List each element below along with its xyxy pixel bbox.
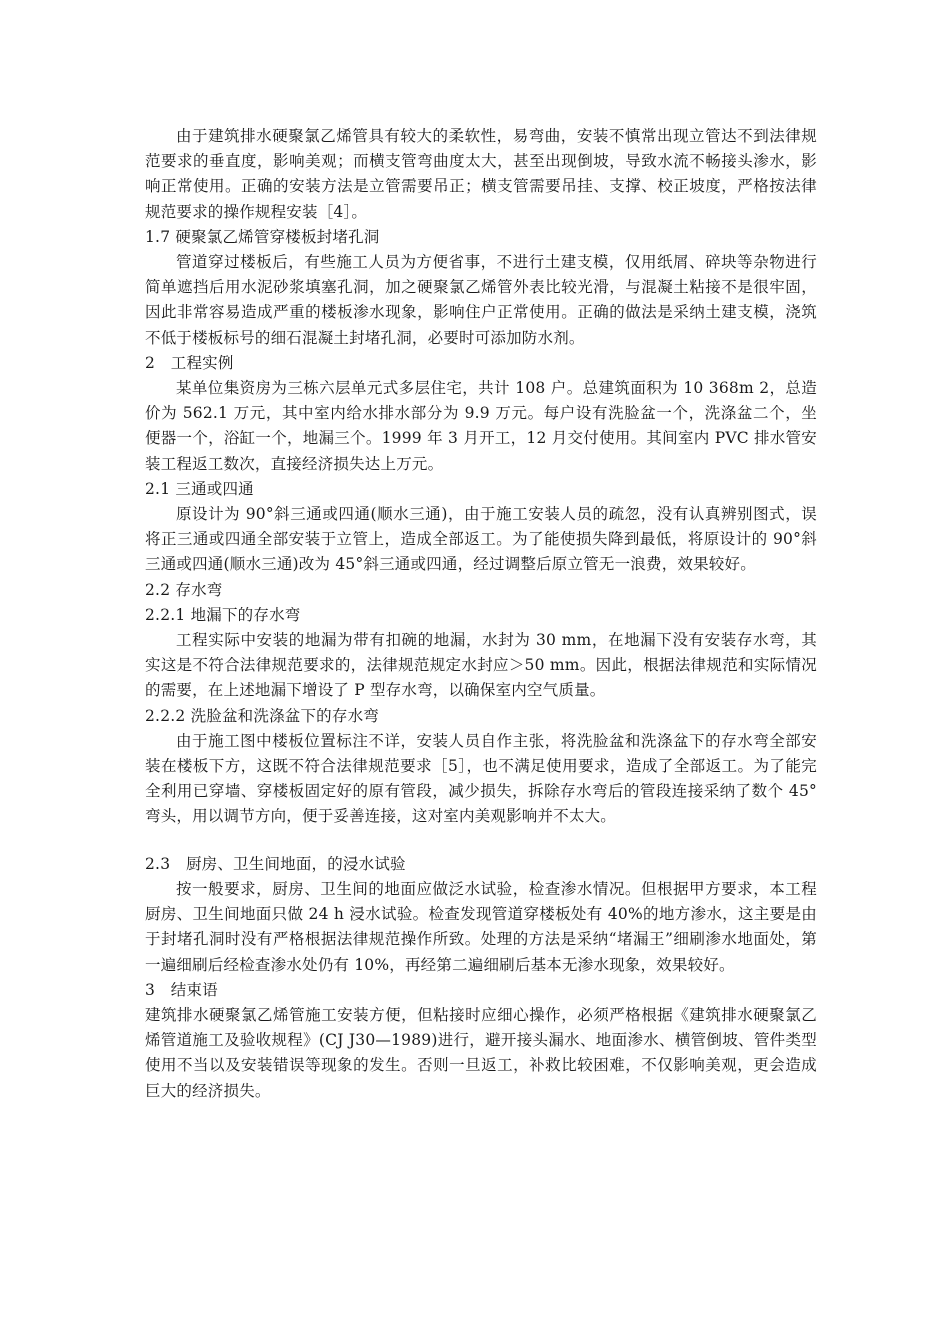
paragraph-soaking-test: 按一般要求，厨房、卫生间的地面应做泛水试验，检查渗水情况。但根据甲方要求，本工程厨房、卫生间地面只做 24 h 浸水试验。检查发现管道穿楼板处有 40%的地方渗水，这主要是由于封堵孔洞时没有严格根据法律规范操作所致。处理的方法是采纳“堵漏王”细刷渗水地面处，第一遍细刷后经检查渗水处仍有 10%，再经第二遍细刷后基本无渗水现象，效果较好。 <box>145 879 817 974</box>
paragraph-spacer <box>145 830 817 852</box>
section-heading-3: 3 结束语 <box>145 980 218 999</box>
paragraph-floor-drain-trap: 工程实际中安装的地漏为带有扣碗的地漏，水封为 30 mm，在地漏下没有安装存水弯，其实这是不符合法律规范要求的，法律规范规定水封应＞50 mm。因此，根据法律规范和实际情况的需要，在上述地漏下增设了 P 型存水弯，以确保室内空气质量。 <box>145 631 817 700</box>
paragraph-tee-cross: 原设计为 90°斜三通或四通(顺水三通)，由于施工安装人员的疏忽，没有认真辨别图式，误将正三通或四通全部安装于立管上，造成全部返工。为了能使损失降到最低，将原设计的 90°斜三通或四通(顺水三通)改为 45°斜三通或四通，经过调整后原立管无一浪费，效果较好。 <box>145 505 817 574</box>
section-heading-2-1: 2.1 三通或四通 <box>145 479 254 498</box>
document-body <box>145 124 817 1104</box>
paragraph-basin-trap: 由于施工图中楼板位置标注不详，安装人员自作主张，将洗脸盆和洗涤盆下的存水弯全部安装在楼板下方，这既不符合法律规范要求［5］，也不满足使用要求，造成了全部返工。为了能完全利用已穿墙、穿楼板固定好的原有管段，减少损失，拆除存水弯后的管段连接采纳了数个 45°弯头，用以调节方向，便于妥善连接，这对室内美观影响并不太大。 <box>145 731 817 826</box>
paragraph-project-example: 某单位集资房为三栋六层单元式多层住宅，共计 108 户。总建筑面积为 10 368m 2，总造价为 562.1 万元，其中室内给水排水部分为 9.9 万元。每户设有洗脸盆一个，洗涤盆二个，坐便器一个，浴缸一个，地漏三个。1999 年 3 月开工，12 月交付使用。其间室内 PVC 排水管安装工程返工数次，直接经济损失达上万元。 <box>145 379 817 473</box>
section-heading-2: 2 工程实例 <box>145 353 234 372</box>
section-heading-2-2-1: 2.2.1 地漏下的存水弯 <box>145 605 301 624</box>
section-heading-2-2: 2.2 存水弯 <box>145 580 223 599</box>
paragraph-hole-sealing: 管道穿过楼板后，有些施工人员为方便省事，不进行土建支模，仅用纸屑、碎块等杂物进行简单遮挡后用水泥砂浆填塞孔洞，加之硬聚氯乙烯管外表比较光滑，与混凝土粘接不是很牢固，因此非常容易造成严重的楼板渗水现象，影响住户正常使用。正确的做法是采纳土建支模，浇筑不低于楼板标号的细石混凝土封堵孔洞，必要时可添加防水剂。 <box>145 253 817 347</box>
section-heading-2-3: 2.3 厨房、卫生间地面，的浸水试验 <box>145 854 406 873</box>
paragraph-conclusion: 建筑排水硬聚氯乙烯管施工安装方便，但粘接时应细心操作，必须严格根据《建筑排水硬聚氯乙烯管道施工及验收规程》(CJ J30—1989)进行，避开接头漏水、地面渗水、横管倒坡、管件类型使用不当以及安装错误等现象的发生。否则一旦返工，补救比较困难，不仅影响美观，更会造成巨大的经济损失。 <box>145 1005 817 1100</box>
paragraph-installation-method: 由于建筑排水硬聚氯乙烯管具有较大的柔软性，易弯曲，安装不慎常出现立管达不到法律规范要求的垂直度，影响美观；而横支管弯曲度太大，甚至出现倒坡，导致水流不畅接头渗水，影响正常使用。正确的安装方法是立管需要吊正；横支管需要吊挂、支撑、校正坡度，严格按法律规范要求的操作规程安装［4］。 <box>145 127 817 221</box>
section-heading-1-7: 1.7 硬聚氯乙烯管穿楼板封堵孔洞 <box>145 227 380 246</box>
section-heading-2-2-2: 2.2.2 洗脸盆和洗涤盆下的存水弯 <box>145 706 379 725</box>
